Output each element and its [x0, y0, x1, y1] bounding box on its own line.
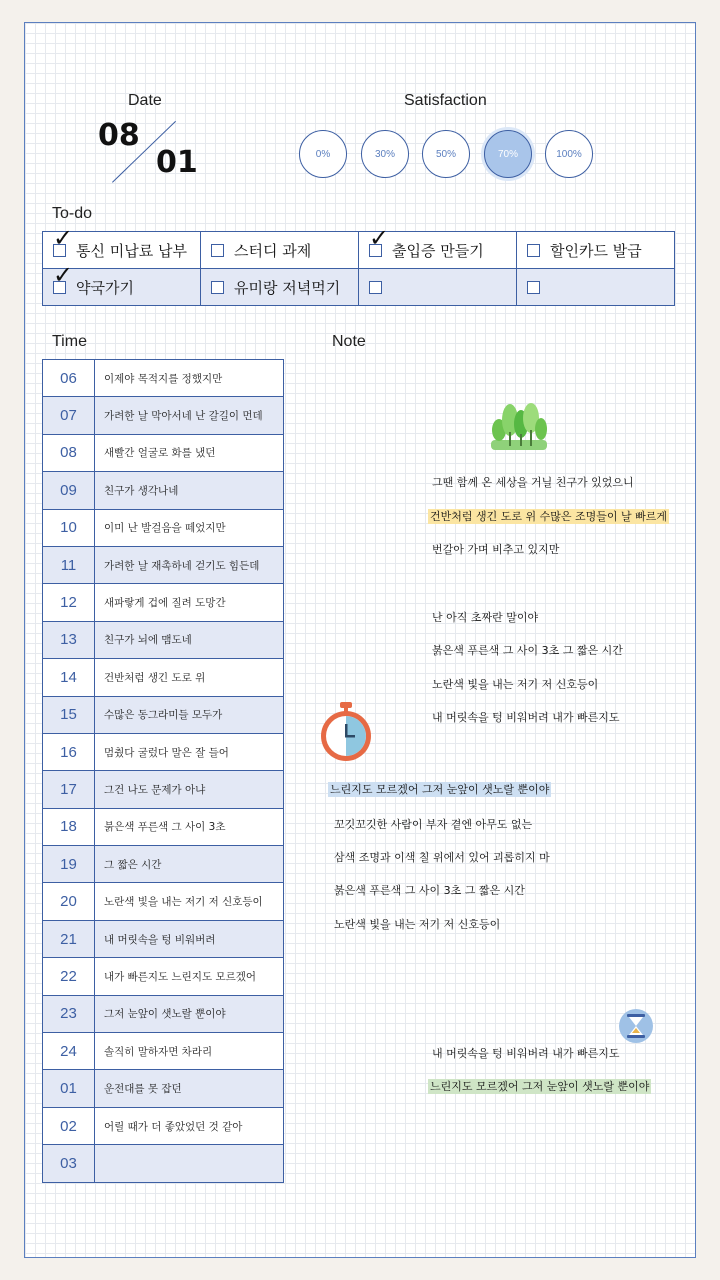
checkbox[interactable] — [369, 281, 382, 294]
time-entry[interactable]: 친구가 뇌에 맴도네 — [95, 621, 284, 658]
hour-label: 08 — [43, 434, 95, 471]
todo-item-label: 할인카드 발급 — [550, 241, 642, 260]
note-line: 꼬깃꼬깃한 사람이 부자 곁엔 아무도 없는 — [334, 818, 533, 831]
hour-label: 01 — [43, 1070, 95, 1107]
todo-item[interactable] — [201, 269, 359, 306]
stopwatch-icon — [318, 700, 374, 766]
hourglass-icon — [618, 1008, 654, 1048]
time-entry[interactable]: 그건 나도 문제가 아냐 — [95, 771, 284, 808]
hour-label: 10 — [43, 509, 95, 546]
note-line-highlight: 느린지도 모르겠어 그저 눈앞이 샛노랄 뿐이야 — [330, 783, 550, 796]
note-line: 내 머릿속을 텅 비워버려 내가 빠른지도 — [432, 711, 620, 724]
todo-label: To-do — [52, 205, 93, 222]
time-entry[interactable]: 운전대를 못 잡던 — [95, 1070, 284, 1107]
satisfaction-option-70-selected[interactable]: 70% — [484, 130, 532, 178]
time-entry[interactable]: 이미 난 발걸음을 떼었지만 — [95, 509, 284, 546]
time-entry[interactable]: 멈췄다 굴렀다 말은 잘 들어 — [95, 733, 284, 770]
time-entry[interactable]: 가려한 날 재촉하네 걷기도 힘든데 — [95, 546, 284, 583]
hour-label: 24 — [43, 1033, 95, 1070]
date-month[interactable]: 08 — [98, 118, 140, 153]
time-entry[interactable]: 붉은색 푸른색 그 사이 3초 — [95, 808, 284, 845]
note-line: 내 머릿속을 텅 비워버려 내가 빠른지도 — [432, 1047, 620, 1060]
todo-item[interactable] — [359, 269, 517, 306]
todo-item-label: 유미랑 저녁먹기 — [234, 278, 341, 297]
note-line: 삼색 조명과 이색 칠 위에서 있어 괴롭히지 마 — [334, 851, 550, 864]
hour-label: 16 — [43, 733, 95, 770]
time-entry[interactable]: 수많은 동그라미들 모두가 — [95, 696, 284, 733]
time-entry[interactable]: 건반처럼 생긴 도로 위 — [95, 659, 284, 696]
todo-item-label: 출입증 만들기 — [392, 241, 484, 260]
time-entry[interactable]: 내 머릿속을 텅 비워버려 — [95, 920, 284, 957]
todo-item-label: 통신 미납료 납부 — [76, 241, 187, 260]
satisfaction-option-100[interactable]: 100% — [545, 130, 593, 178]
time-entry[interactable]: 새파랗게 겁에 질려 도망간 — [95, 584, 284, 621]
note-line: 붉은색 푸른색 그 사이 3초 그 짧은 시간 — [334, 884, 525, 897]
note-line: 그땐 함께 온 세상을 거닐 친구가 있었으니 — [432, 476, 634, 489]
note-line: 번갈아 가며 비추고 있지만 — [432, 543, 560, 556]
time-label: Time — [52, 333, 87, 350]
time-entry[interactable]: 이제야 목적지를 정했지만 — [95, 360, 284, 397]
hour-label: 22 — [43, 958, 95, 995]
hour-label: 17 — [43, 771, 95, 808]
hour-label: 06 — [43, 360, 95, 397]
todo-item-label: 스터디 과제 — [234, 241, 312, 260]
hour-label: 21 — [43, 920, 95, 957]
satisfaction-option-50[interactable]: 50% — [422, 130, 470, 178]
hour-label: 03 — [43, 1145, 95, 1182]
date-day[interactable]: 01 — [156, 145, 198, 180]
date-label: Date — [128, 92, 162, 109]
todo-item-label: 약국가기 — [76, 278, 134, 297]
todo-item[interactable] — [43, 260, 201, 306]
note-line-highlight: 느린지도 모르겠어 그저 눈앞이 샛노랄 뿐이야 — [430, 1080, 650, 1093]
satisfaction-label: Satisfaction — [404, 92, 487, 109]
hour-label: 02 — [43, 1107, 95, 1144]
time-entry[interactable] — [95, 1145, 284, 1182]
time-entry[interactable]: 친구가 생각나네 — [95, 472, 284, 509]
todo-item[interactable] — [359, 223, 517, 269]
satisfaction-option-0[interactable]: 0% — [299, 130, 347, 178]
time-entry[interactable]: 그저 눈앞이 샛노랄 뿐이야 — [95, 995, 284, 1032]
hour-label: 20 — [43, 883, 95, 920]
hour-label: 15 — [43, 696, 95, 733]
checkmark-icon: ✓ — [369, 223, 390, 252]
satisfaction-option-30[interactable]: 30% — [361, 130, 409, 178]
time-table — [42, 359, 284, 1183]
checkbox[interactable] — [527, 244, 540, 257]
time-entry[interactable]: 새빨간 얼굴로 화를 냈던 — [95, 434, 284, 471]
note-line: 노란색 빛을 내는 저기 저 신호등이 — [334, 918, 501, 931]
time-entry[interactable]: 솔직히 말하자면 차라리 — [95, 1033, 284, 1070]
note-label: Note — [332, 333, 366, 350]
todo-table — [42, 223, 675, 306]
time-entry[interactable]: 내가 빠른지도 느린지도 모르겠어 — [95, 958, 284, 995]
hour-label: 11 — [43, 546, 95, 583]
checkbox[interactable] — [527, 281, 540, 294]
todo-item[interactable] — [517, 269, 675, 306]
trees-icon — [488, 402, 550, 456]
hour-label: 23 — [43, 995, 95, 1032]
time-entry[interactable]: 노란색 빛을 내는 저기 저 신호등이 — [95, 883, 284, 920]
checkmark-icon: ✓ — [53, 260, 74, 289]
note-line: 붉은색 푸른색 그 사이 3초 그 짧은 시간 — [432, 644, 623, 657]
hour-label: 19 — [43, 846, 95, 883]
checkmark-icon: ✓ — [53, 223, 74, 252]
hour-label: 18 — [43, 808, 95, 845]
checkbox[interactable] — [211, 281, 224, 294]
hour-label: 13 — [43, 621, 95, 658]
hour-label: 09 — [43, 472, 95, 509]
time-entry[interactable]: 가려한 날 막아서네 난 갈길이 먼데 — [95, 397, 284, 434]
time-entry[interactable]: 어릴 때가 더 좋았었던 것 같아 — [95, 1107, 284, 1144]
note-line-highlight: 건반처럼 생긴 도로 위 수많은 조명들이 날 빠르게 — [430, 510, 667, 523]
note-line: 난 아직 초짜란 말이야 — [432, 611, 539, 624]
checkbox[interactable] — [211, 244, 224, 257]
todo-item[interactable] — [517, 232, 675, 269]
hour-label: 07 — [43, 397, 95, 434]
time-entry[interactable]: 그 짧은 시간 — [95, 846, 284, 883]
hour-label: 14 — [43, 659, 95, 696]
todo-item[interactable] — [201, 232, 359, 269]
hour-label: 12 — [43, 584, 95, 621]
note-line: 노란색 빛을 내는 저기 저 신호등이 — [432, 678, 599, 691]
